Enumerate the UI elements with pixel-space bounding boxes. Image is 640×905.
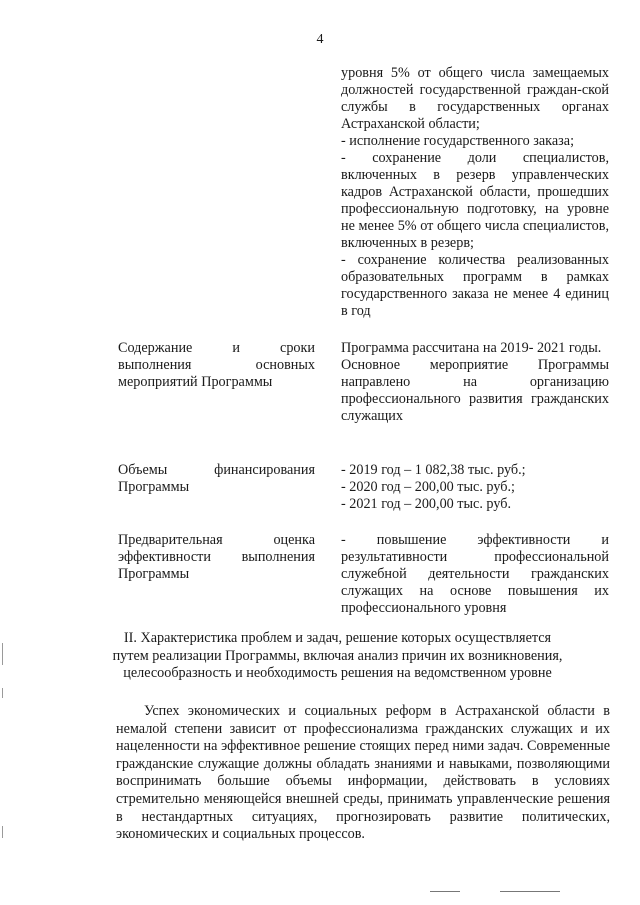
value-line: - 2019 год – 1 082,38 тыс. руб.; [341,462,526,478]
goals-continuation [341,65,609,320]
value-line: Программа рассчитана на 2019- 2021 годы. [341,340,602,356]
heading-line: путем реализации Программы, включая анализ причин их возникновения, [112,647,563,664]
value-line: - повышение эффективности и результативности профессиональной служебной деятельности гражданских служащих на основе повышения их профессионального уровня [341,532,609,616]
body-paragraph [116,703,610,844]
value-line: - 2020 год – 200,00 тыс. руб.; [341,479,515,495]
row-label: Объемы финансирования Программы [118,462,315,495]
value-line: Основное мероприятие Программы направлено на организацию профессионального развития гражданских служащих [341,357,609,424]
scan-margin-mark [2,688,3,698]
row-value [341,462,609,513]
scan-artifact-line [430,891,460,892]
row-value [341,340,609,425]
row-label: Содержание и сроки выполнения основных мероприятий Программы [118,340,315,390]
goal-item: - исполнение государственного заказа; [341,133,575,149]
heading-line: II. Характеристика проблем и задач, решение которых осуществляется [123,630,552,646]
row-value [341,532,609,617]
page-number: 4 [316,32,324,47]
paragraph-text: Успех экономических и социальных реформ в Астраханской области в немалой степени зависит от профессионализма гражданских служащих и их нацеленности на эффективное решение стоящих перед ними задач. Современные гражданские служащие должны обладать знаниями и навыками, позволяющими воспринимать большие объемы информации, действовать в условиях стремительно меняющейся внешней среды, принимать управленческие решения в нестандартных ситуациях, прогнозировать развитие политических, экономических и социальных процессов. [116,703,610,843]
heading-line: целесообразность и необходимость решения на ведомственном уровне [123,665,552,681]
goal-item: - сохранение доли специалистов, включенных в резерв управленческих кадров Астраханской области, прошедших профессиональную подготовку, на уровне не менее 5% от общего числа специалистов, включенных в резерв; [341,150,609,251]
scan-artifact-line [500,891,560,892]
goal-item: уровня 5% от общего числа замещаемых должностей государственной граждан-ской службы в государственных органах Астраханской области; [341,65,609,132]
value-line: - 2021 год – 200,00 тыс. руб. [341,496,512,512]
scan-margin-mark [2,643,3,665]
row-label: Предварительная оценка эффективности выполнения Программы [118,532,315,582]
goal-item: - сохранение количества реализованных образовательных программ в рамках государственного заказа не менее 4 единиц в год [341,252,609,319]
scan-margin-mark [2,826,3,838]
section-heading [95,630,580,683]
